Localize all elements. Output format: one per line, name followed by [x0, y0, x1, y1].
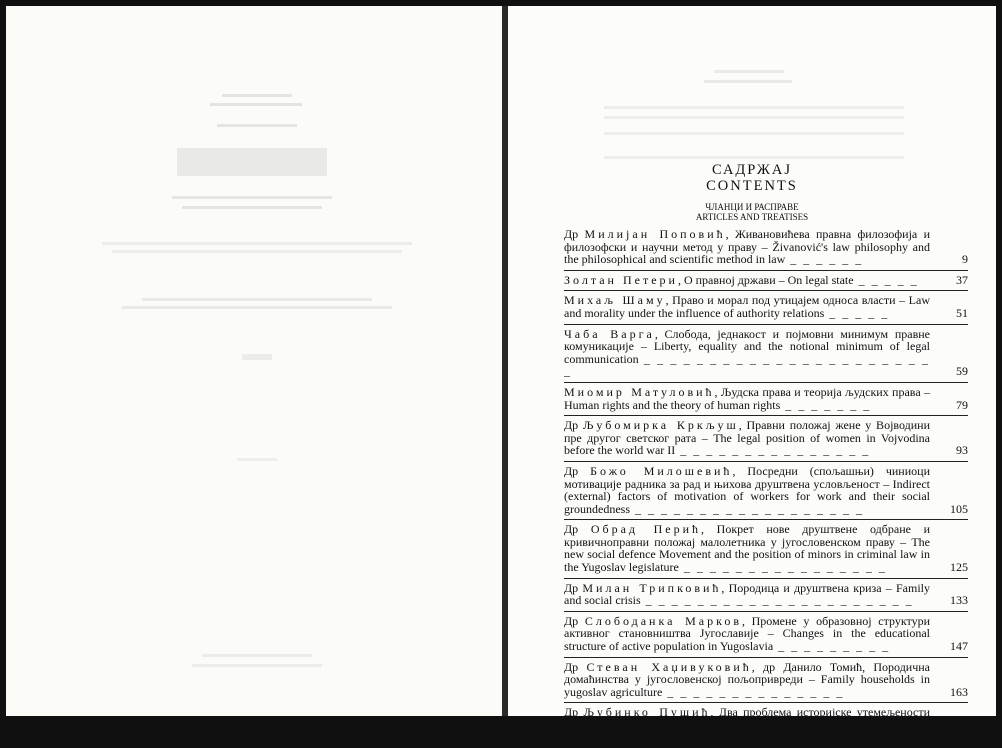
left-page-blank — [6, 6, 502, 716]
entry-author: Милијан Поповић — [584, 227, 726, 241]
entry-leaders: _ _ _ _ _ — [853, 272, 919, 287]
show-through-title-page — [6, 6, 502, 716]
entry-leaders: _ _ _ _ _ _ _ _ _ _ _ _ _ _ _ _ — [678, 560, 887, 575]
entry-page-number: 133 — [950, 593, 968, 608]
toc-entry — [564, 324, 968, 378]
table-of-contents — [564, 228, 968, 748]
entry-prefix: Др — [564, 522, 591, 537]
entry-page-number: 37 — [956, 272, 968, 287]
entry-author: Милан Трипковић — [582, 580, 722, 595]
entry-title: , Слобода, једнакост и појмовни минимум правне комуникације – Liberty, equality and the notional minimum of legal communication — [564, 326, 930, 366]
entry-page-number: 163 — [950, 684, 968, 699]
entry-author: Слободанка Марков — [584, 613, 742, 628]
section-heading — [508, 202, 996, 222]
heading-english: CONTENTS — [706, 178, 798, 194]
section-serbian: ЧЛАНЦИ И РАСПРАВЕ — [705, 202, 799, 212]
toc-entry — [564, 657, 968, 699]
entry-title: , Два проблема историјске утемељености урбанизма – Two problems of the historical groundedness of urbanism — [564, 705, 931, 732]
entry-author: Михаљ Шаму — [564, 293, 666, 308]
entry-prefix: Др — [564, 580, 583, 595]
entry-leaders: _ _ _ _ _ _ — [785, 252, 864, 267]
entry-title: , Људска права и теорија људских права – Human rights and the theory of human rights — [564, 384, 930, 412]
entry-prefix: Др — [564, 463, 591, 478]
entry-page-number: 59 — [956, 364, 968, 379]
entry-author: Миомир Матуловић — [564, 384, 715, 399]
entry-page-number: 93 — [956, 443, 968, 458]
entry-author: Стеван Хаџивуковић — [586, 659, 752, 674]
entry-page-number: 147 — [950, 639, 968, 654]
entry-leaders: _ _ _ _ _ _ _ _ _ — [773, 639, 891, 654]
toc-entry — [564, 578, 968, 607]
entry-leaders: _ _ _ _ _ _ _ _ _ _ _ _ _ _ _ _ _ _ _ _ _ _ _ — [564, 718, 930, 745]
entry-leaders: _ _ _ _ _ _ _ _ _ _ _ _ _ _ _ _ _ _ — [630, 501, 864, 516]
entry-leaders: _ _ _ _ _ _ _ — [780, 397, 872, 412]
entry-prefix: Др — [564, 227, 585, 241]
contents-heading — [508, 162, 996, 194]
entry-prefix: Др — [564, 705, 584, 720]
toc-entry — [564, 611, 968, 653]
entry-page-number: 79 — [956, 397, 968, 412]
toc-entry — [564, 461, 968, 515]
entry-page-number: 105 — [950, 501, 968, 516]
toc-entry — [564, 382, 968, 411]
entry-title: , Покрет нове друштвене одбране и кривичноправни положај малолетника у југословенском праву – The new social defence Movement and the position of minors in criminal law in the Yugoslav legislature — [564, 522, 931, 575]
entry-author: Обрад Перић — [590, 522, 702, 537]
heading-serbian: САДРЖАЈ — [712, 162, 792, 178]
entry-page-number: 125 — [950, 560, 968, 575]
entry-author: Божо Милошевић — [590, 463, 733, 478]
toc-entry — [564, 290, 968, 319]
entry-title: , Посредни (спољашњи) чиниоци мотивације радника за рад и њихова друштвена условљеност – Indirect (external) factors of motivation of workers for work and their social groundedness — [564, 463, 930, 516]
entry-leaders: _ _ _ _ _ _ _ _ _ _ _ _ _ _ _ — [675, 443, 871, 458]
entry-title: , Живановићева правна филозофија и филозофски и научни метод у праву – Živanović's law philosophy and the philosophical and scientific method in law — [564, 227, 930, 267]
entry-leaders: _ _ _ _ _ _ _ _ _ _ _ _ _ _ — [662, 684, 845, 699]
toc-entry — [564, 228, 968, 266]
entry-leaders: _ _ _ _ _ _ _ _ _ _ _ _ _ _ _ _ _ _ _ _ _ _ _ — [564, 351, 930, 379]
section-english: ARTICLES AND TREATISES — [695, 212, 809, 222]
entry-prefix: Др — [564, 613, 585, 628]
toc-entry — [564, 415, 968, 457]
entry-title: , О правној држави – On legal state — [677, 272, 854, 287]
contents-page — [508, 6, 996, 745]
entry-title: , Породица и друштвена криза – Family and social crisis — [564, 580, 930, 608]
entry-author: Чаба Варга — [564, 326, 655, 341]
entry-prefix: Др — [564, 418, 583, 433]
entry-author: Љубинко Пушић — [583, 705, 711, 720]
toc-entry — [564, 519, 968, 573]
entry-title: , Промене у образовној структури активног становништва Југославије – Changes in the educational structure of active population in Yugoslavia — [564, 613, 930, 654]
entry-leaders: _ _ _ _ _ _ _ _ _ _ _ _ _ _ _ _ _ _ _ _ _ — [640, 593, 914, 608]
toc-entry — [564, 702, 968, 744]
entry-title: , Право и морал под утицајем односа власти – Law and morality under the influence of authority relations — [564, 293, 931, 320]
entry-title: , Правни положај жене у Војводини пре другог светског рата – The legal position of women in Vojvodina before the world war II — [564, 418, 931, 458]
entry-leaders: _ _ _ _ _ — [824, 305, 890, 320]
entry-prefix: Др — [564, 659, 587, 674]
entry-title: , др Данило Томић, Породична домаћинства у југословенској пољопривреди – Family households in yugoslav agriculture — [564, 659, 931, 699]
entry-author: Љубомирка Кркљуш — [582, 418, 739, 433]
entry-page-number: 51 — [956, 305, 968, 320]
entry-page-number: 173 — [950, 730, 968, 745]
entry-author: Золтан Петери — [564, 272, 678, 287]
toc-entry — [564, 270, 968, 287]
entry-page-number: 9 — [962, 252, 968, 267]
